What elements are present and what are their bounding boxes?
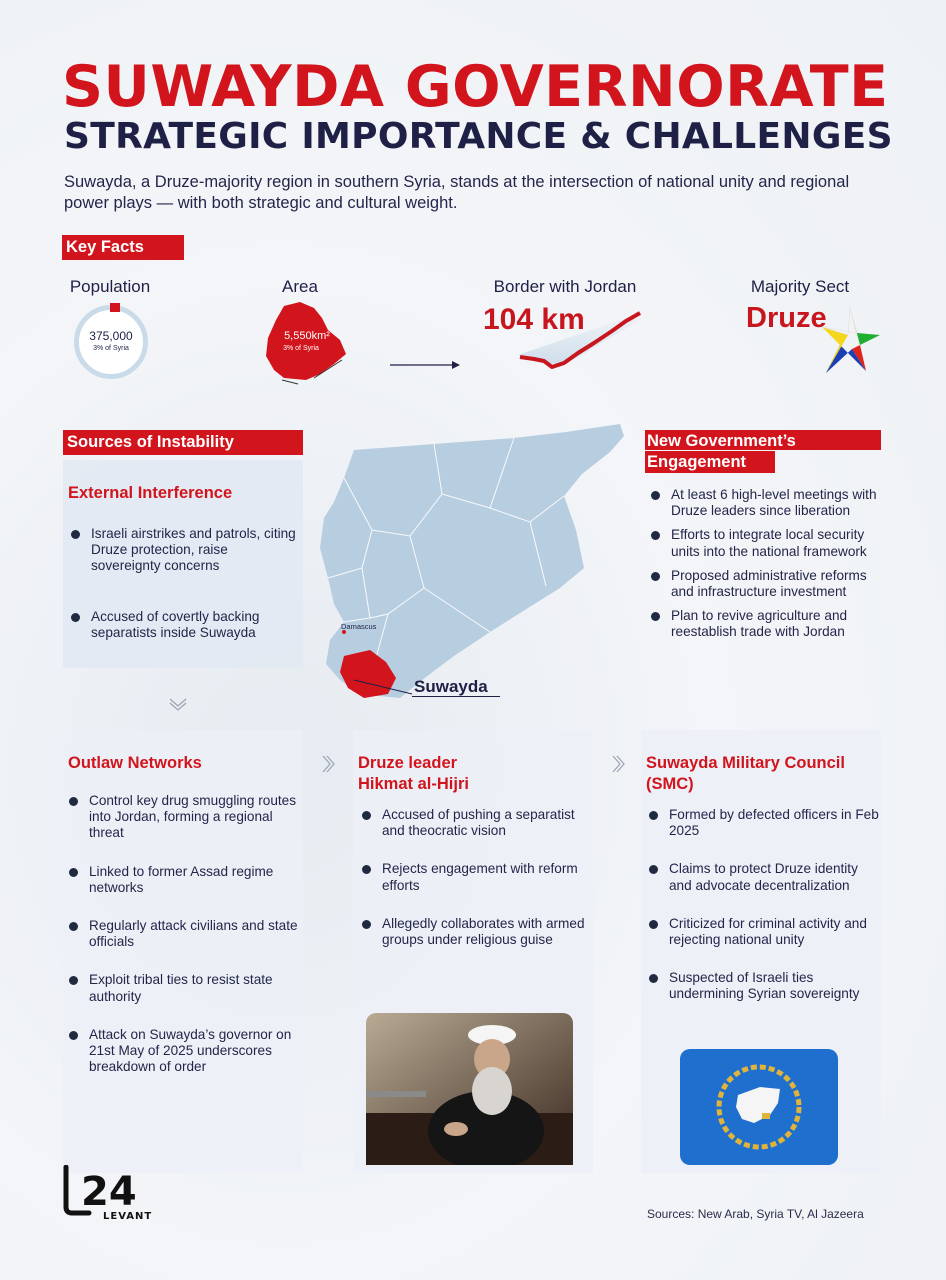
population-circle bbox=[74, 305, 148, 379]
list-item: At least 6 high-level meetings with Druze leaders since liberation bbox=[647, 487, 883, 519]
list-item: Rejects engagement with reform efforts bbox=[358, 861, 588, 893]
list-item: Plan to revive agriculture and reestablish trade with Jordan bbox=[647, 608, 883, 640]
page-subtitle: STRATEGIC IMPORTANCE & CHALLENGES bbox=[64, 116, 893, 157]
list-item: Linked to former Assad regime networks bbox=[65, 864, 299, 896]
smc-emblem-logo bbox=[680, 1049, 838, 1165]
intro-text: Suwayda, a Druze-majority region in southern Syria, stands at the intersection of national unity and regional power plays — with both strategic and cultural weight. bbox=[64, 173, 850, 212]
sect-label: Majority Sect bbox=[750, 277, 850, 296]
external-interference-title: External Interference bbox=[68, 484, 233, 502]
border-label: Border with Jordan bbox=[493, 277, 637, 296]
external-interference-panel bbox=[63, 460, 303, 668]
logo-text: LEVANT bbox=[103, 1211, 153, 1221]
suwayda-map-underline bbox=[412, 696, 500, 697]
list-item: Claims to protect Druze identity and advocate decentralization bbox=[645, 861, 879, 893]
area-shape-icon bbox=[262, 298, 354, 388]
arrow-right-icon bbox=[388, 358, 464, 372]
list-item: Attack on Suwayda’s governor on 21st May of 2025 underscores breakdown of order bbox=[65, 1027, 299, 1076]
druze-star-icon bbox=[822, 305, 882, 375]
outlaw-networks-panel bbox=[63, 730, 303, 1173]
page-title: SUWAYDA GOVERNORATE bbox=[62, 54, 889, 120]
instability-label: Sources of Instability bbox=[63, 430, 303, 455]
smc-title-1: Suwayda Military Council bbox=[646, 754, 845, 772]
smc-title-2: (SMC) bbox=[646, 775, 694, 793]
leader-photo bbox=[366, 1013, 573, 1165]
area-value: 5,550km² bbox=[284, 330, 330, 342]
sources-text: Sources: New Arab, Syria TV, Al Jazeera bbox=[647, 1207, 864, 1221]
chevron-right-icon bbox=[321, 754, 337, 774]
chevron-down-icon bbox=[168, 697, 188, 711]
list-item: Israeli airstrikes and patrols, citing Druze protection, raise sovereignty concerns bbox=[67, 526, 299, 575]
population-label: Population bbox=[69, 277, 151, 296]
chevron-right-icon-2 bbox=[611, 754, 627, 774]
list-item: Formed by defected officers in Feb 2025 bbox=[645, 807, 879, 839]
list-item: Accused of pushing a separatist and theocratic vision bbox=[358, 807, 588, 839]
logo-mark: 24 bbox=[81, 1169, 137, 1215]
list-item: Criticized for criminal activity and rejecting national unity bbox=[645, 916, 879, 948]
suwayda-map-label: Suwayda bbox=[414, 677, 488, 696]
list-item: Regularly attack civilians and state officials bbox=[65, 918, 299, 950]
smc-panel bbox=[641, 730, 881, 1173]
druze-leader-title-2: Hikmat al-Hijri bbox=[358, 775, 469, 793]
list-item: Efforts to integrate local security units into the national framework bbox=[647, 527, 883, 559]
border-value: 104 km bbox=[483, 303, 585, 336]
population-value: 375,000 bbox=[89, 329, 133, 343]
druze-leader-title-1: Druze leader bbox=[358, 754, 458, 772]
sect-value: Druze bbox=[746, 302, 827, 334]
population-share-mark bbox=[110, 303, 120, 312]
damascus-label: Damascus bbox=[341, 622, 377, 631]
list-item: Exploit tribal ties to resist state authority bbox=[65, 972, 299, 1004]
list-item: Suspected of Israeli ties undermining Syrian sovereignty bbox=[645, 970, 879, 1002]
list-item: Control key drug smuggling routes into Jordan, forming a regional threat bbox=[65, 793, 299, 842]
list-item: Proposed administrative reforms and infrastructure investment bbox=[647, 568, 883, 600]
list-item: Accused of covertly backing separatists inside Suwayda bbox=[67, 609, 299, 641]
syria-map bbox=[314, 418, 630, 704]
area-note: 3% of Syria bbox=[283, 345, 319, 352]
population-note: 3% of Syria bbox=[93, 345, 129, 352]
druze-leader-panel bbox=[353, 730, 593, 1173]
l24-levant-logo bbox=[63, 1165, 175, 1221]
border-line-icon bbox=[490, 305, 646, 373]
list-item: Allegedly collaborates with armed groups under religious guise bbox=[358, 916, 588, 948]
outlaw-networks-title: Outlaw Networks bbox=[68, 754, 202, 772]
key-facts-label: Key Facts bbox=[62, 235, 184, 260]
government-label: New Government’s Engagement bbox=[647, 432, 796, 471]
area-label: Area bbox=[282, 277, 318, 296]
